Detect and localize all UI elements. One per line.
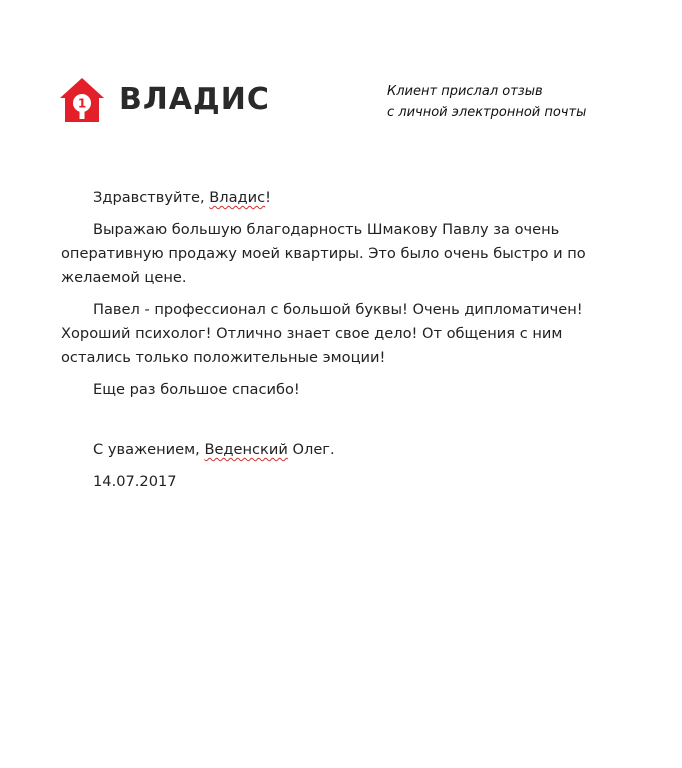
- note-line-2: с личной электронной почты: [387, 105, 587, 120]
- letter-body: [61, 186, 621, 502]
- letter-paragraph-3: Еще раз большое спасибо!: [93, 381, 300, 398]
- letter-date: 14.07.2017: [93, 473, 177, 490]
- letter-paragraph-2: Павел - профессионал с большой буквы! Очень дипломатичен! Хороший психолог! Отлично знает свое дело! От общения с ним остались только положительные эмоции!: [61, 301, 583, 366]
- signature-prefix: С уважением,: [93, 441, 205, 458]
- greeting-name: Владис: [209, 189, 266, 206]
- letter-paragraph-1: Выражаю большую благодарность Шмакову Павлу за очень оперативную продажу моей квартиры. Это было очень быстро и по желаемой цене.: [61, 221, 586, 286]
- greeting-suffix: !: [265, 189, 272, 206]
- greeting-prefix: Здравствуйте,: [93, 189, 210, 206]
- letter-greeting: [61, 186, 621, 210]
- signature-suffix: Олег.: [287, 441, 335, 458]
- company-logo: [59, 77, 270, 123]
- header-note: [387, 81, 586, 123]
- logo-digit: 1: [77, 96, 87, 111]
- house-key-icon: [59, 77, 105, 123]
- signature-surname: Веденский: [204, 441, 288, 458]
- signature-block: [61, 438, 621, 494]
- signature-line: [61, 438, 621, 462]
- logo-wordmark: ВЛАДИС: [119, 82, 270, 117]
- note-line-1: Клиент прислал отзыв: [387, 84, 543, 99]
